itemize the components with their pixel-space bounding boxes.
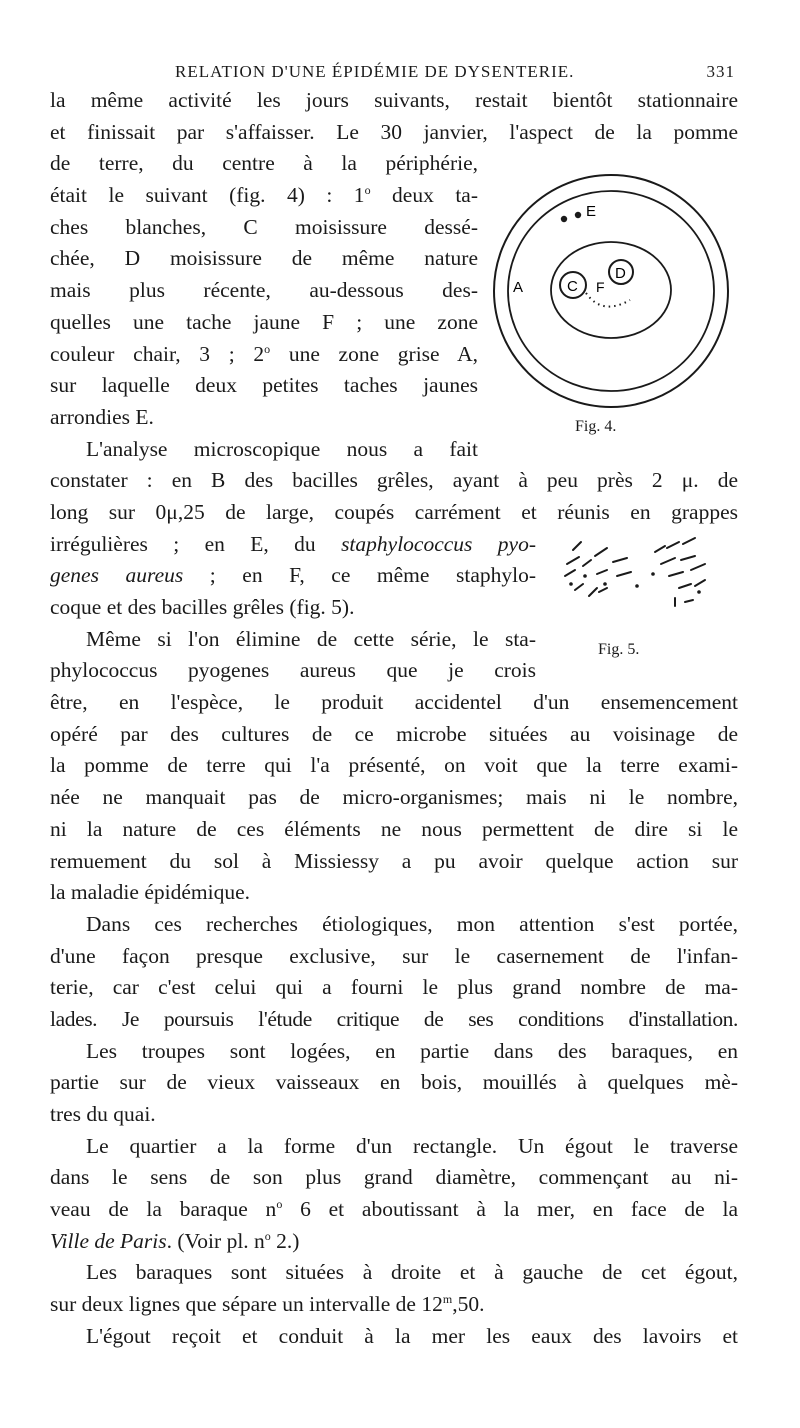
- text-line: terie, car c'est celui qui a fourni le plus grand nombre de ma-: [50, 975, 738, 1000]
- text-line: quelles une tache jaune F ; une zone: [50, 309, 478, 334]
- figure-4-label-a: A: [513, 279, 524, 296]
- text-line: la pomme de terre qui l'a présenté, on voit que la terre exami-: [50, 753, 738, 778]
- text-line: irrégulières ; en E, du staphylococcus pyo-: [50, 531, 536, 556]
- text-line: Les troupes sont logées, en partie dans des baraques, en: [86, 1038, 738, 1063]
- text-line: long sur 0μ,25 de large, coupés carrément et réunis en grappes: [50, 499, 738, 524]
- text-line: arrondies E.: [50, 404, 154, 429]
- text-line: couleur chair, 3 ; 2$^o$ une zone grise A,: [50, 341, 478, 366]
- text-line: constater : en B des bacilles grêles, ayant à peu près 2 μ. de: [50, 468, 738, 493]
- text-line: était le suivant (fig. 4) : 1$^o$ deux ta-: [50, 182, 478, 208]
- text-line: sur laquelle deux petites taches jaunes: [50, 373, 478, 398]
- running-title: RELATION D'UNE ÉPIDÉMIE DE DYSENTERIE.: [175, 62, 575, 81]
- text-line: être, en l'espèce, le produit accidentel d'un ensemencement: [50, 690, 738, 715]
- text-line: opéré par des cultures de ce microbe situées au voisinage de: [50, 721, 738, 746]
- figure-4-label-e: E: [586, 203, 597, 220]
- text-line: ni la nature de ces éléments ne nous permettent de dire si le: [50, 816, 738, 841]
- text-line: Les baraques sont situées à droite et à gauche de cet égout,: [86, 1260, 738, 1285]
- text-line: de terre, du centre à la périphérie,: [50, 151, 478, 176]
- text-line: lades. Je poursuis l'étude critique de ses conditions d'installation.: [50, 1006, 738, 1031]
- text-line: veau de la baraque $n^o$ 6 et aboutissant à la mer, en face de la: [50, 1196, 738, 1222]
- running-header: [175, 62, 735, 86]
- text-line: L'analyse microscopique nous a fait: [86, 436, 478, 461]
- text-line: mais plus récente, au-dessous des-: [50, 278, 478, 303]
- text-line: coque et des bacilles grêles (fig. 5).: [50, 595, 355, 619]
- figure-4-label-c: C: [567, 278, 578, 295]
- figure-4-caption: Fig. 4.: [575, 418, 617, 435]
- text-line: partie sur de vieux vaisseaux en bois, mouillés à quelques mè-: [50, 1070, 738, 1095]
- figure-5-caption: Fig. 5.: [598, 641, 640, 658]
- text-line: remuement du sol à Missiessy a pu avoir quelque action sur: [50, 848, 738, 873]
- text-line: sur deux lignes que sépare un intervalle de 12$^m$,50.: [50, 1291, 485, 1317]
- text-line: tres du quai.: [50, 1102, 156, 1126]
- text-line: Même si l'on élimine de cette série, le sta-: [86, 626, 536, 651]
- text-line: la maladie épidémique.: [50, 880, 250, 905]
- text-line: Ville de Paris. (Voir pl. $n^o$ 2.): [50, 1228, 300, 1253]
- body-text: [50, 85, 738, 1353]
- text-line: ches blanches, C moisissure dessé-: [50, 214, 478, 239]
- figure-4-label-d: D: [615, 265, 626, 282]
- text-line: phylococcus pyogenes aureus que je crois: [50, 658, 536, 683]
- text-line: Le quartier a la forme d'un rectangle. Un égout le traverse: [86, 1133, 738, 1158]
- text-line: genes aureus ; en F, ce même staphylo-: [50, 563, 536, 588]
- page-number: 331: [706, 62, 735, 81]
- text-line: L'égout reçoit et conduit à la mer les eaux des lavoirs et: [86, 1323, 738, 1348]
- text-line: la même activité les jours suivants, restait bientôt stationnaire: [50, 88, 738, 112]
- figure-4-label-f: F: [596, 279, 605, 295]
- text-line: chée, D moisissure de même nature: [50, 246, 478, 271]
- text-line: et finissait par s'affaisser. Le 30 janvier, l'aspect de la pomme: [50, 119, 738, 144]
- text-line: dans le sens de son plus grand diamètre, commençant au ni-: [50, 1165, 738, 1190]
- text-line: Dans ces recherches étiologiques, mon attention s'est portée,: [86, 911, 738, 936]
- text-line: d'une façon presque exclusive, sur le casernement de l'infan-: [50, 943, 738, 968]
- text-line: née ne manquait pas de micro-organismes; mais ni le nombre,: [50, 785, 738, 810]
